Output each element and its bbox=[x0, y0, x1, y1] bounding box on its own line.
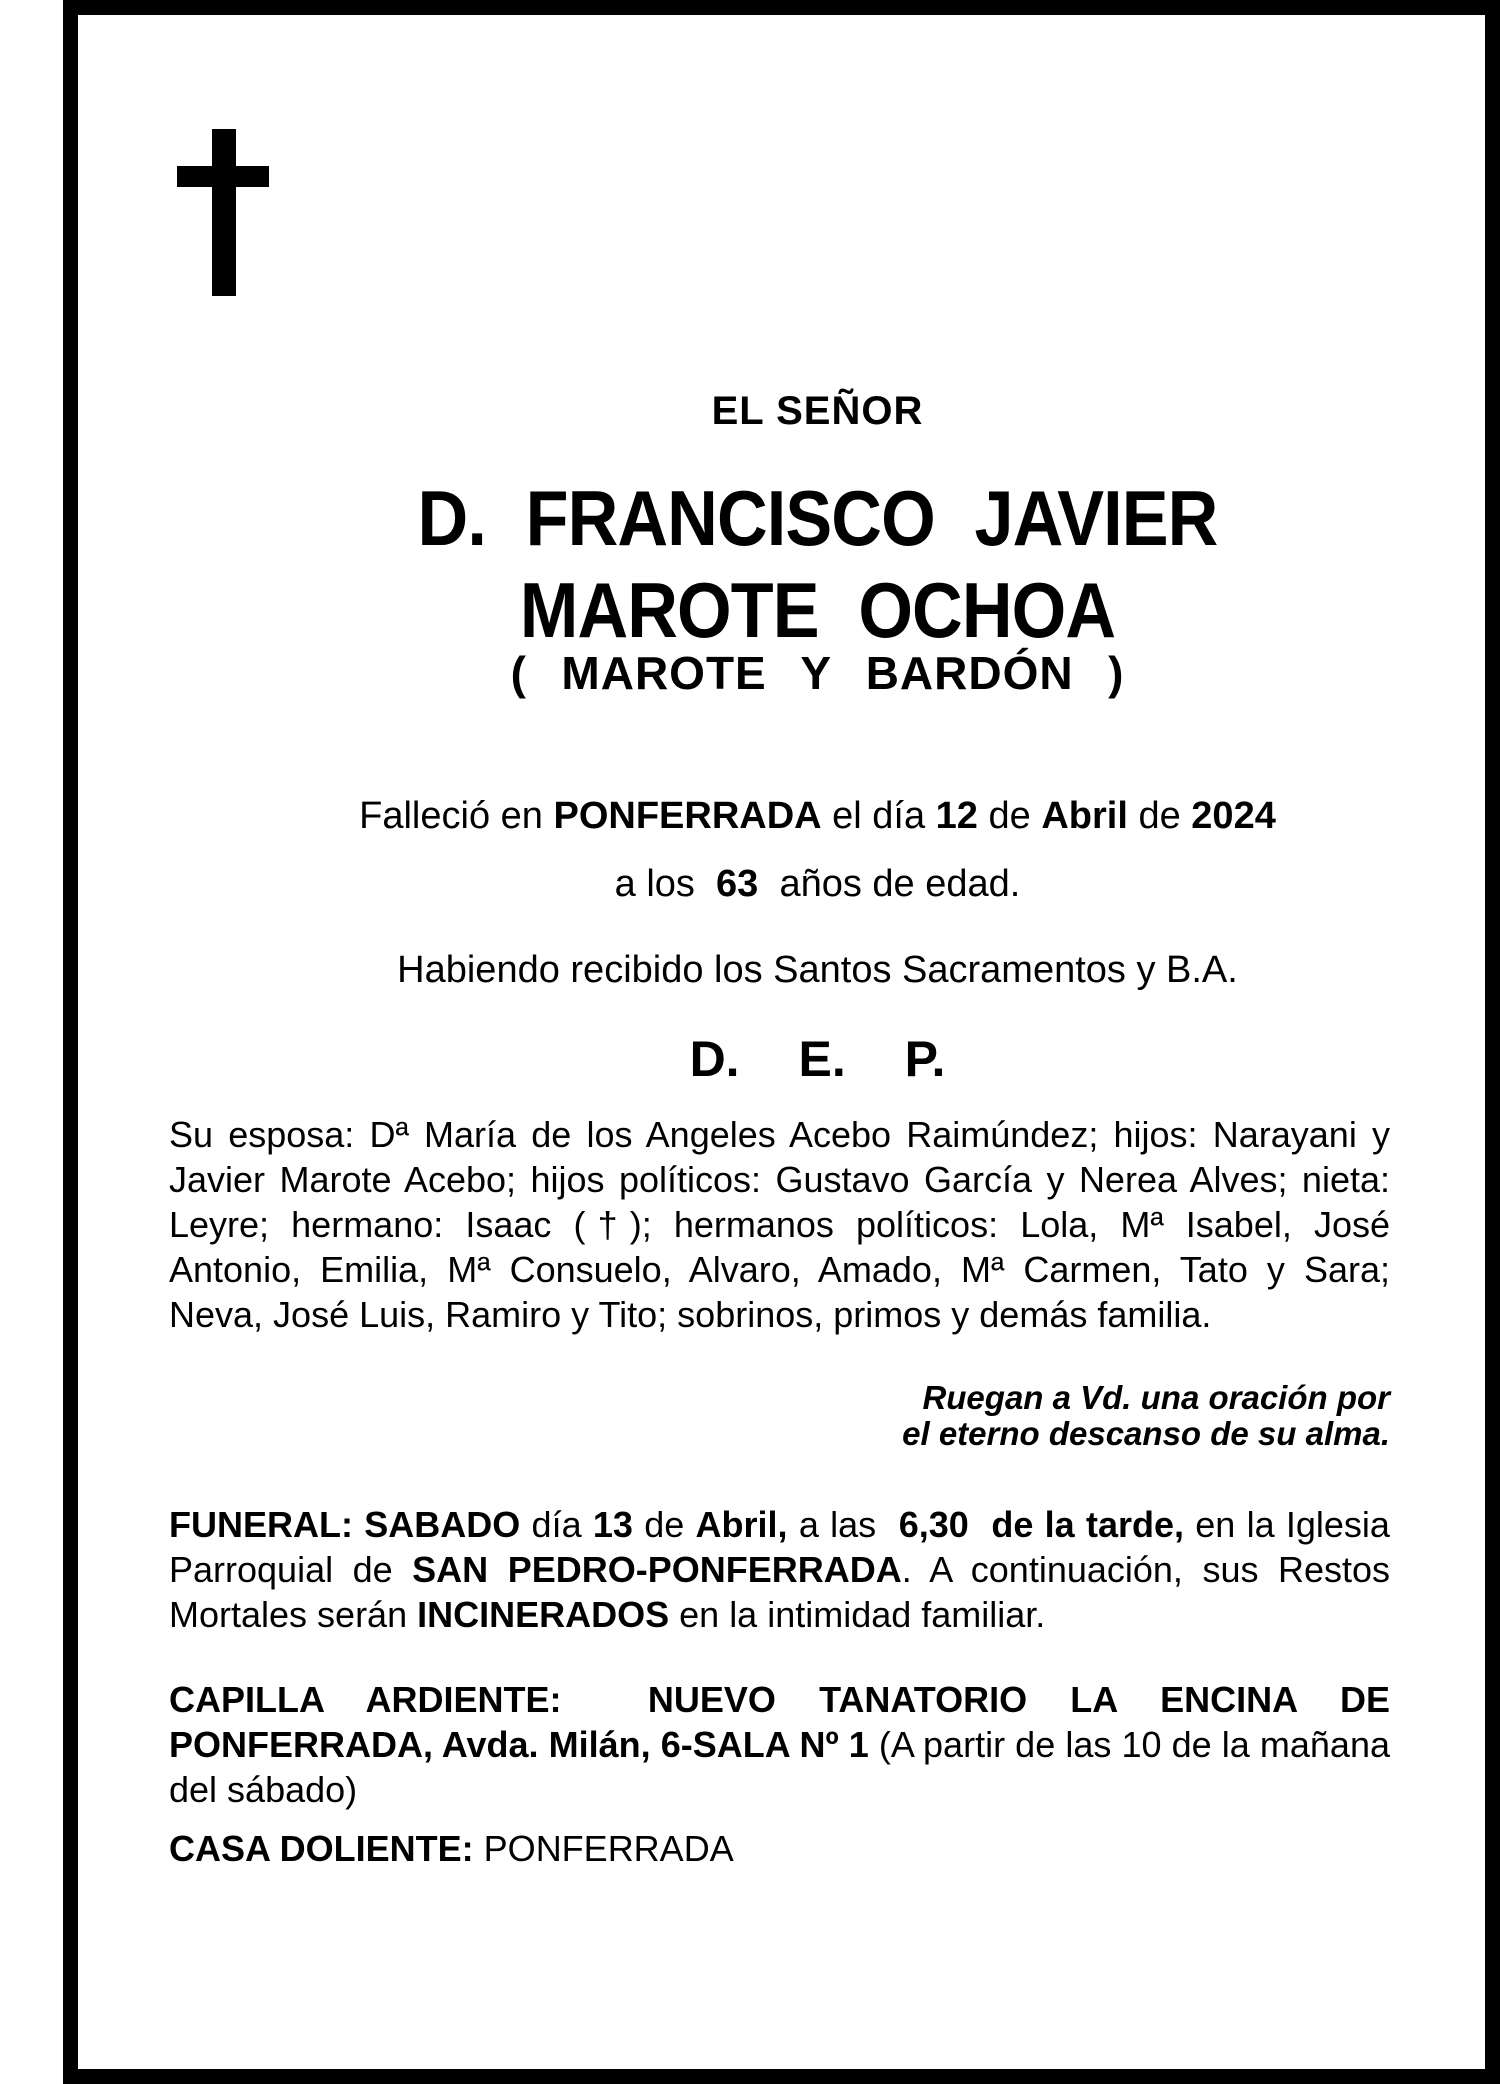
prayer-line1: Ruegan a Vd. una oración por bbox=[922, 1379, 1390, 1416]
cross-icon bbox=[177, 129, 269, 296]
funeral-details: FUNERAL: SABADO día 13 de Abril, a las 6,30 de la tarde, en la Iglesia Parroquial de SAN PEDRO-PONFERRADA. A continuación, sus Restos Mortales serán INCINERADOS en la intimidad familiar. bbox=[169, 1504, 1391, 1635]
family-surnames: ( MAROTE Y BARDÓN ) bbox=[510, 647, 1125, 699]
mourning-house-line: CASA DOLIENTE: PONFERRADA bbox=[169, 1828, 734, 1869]
wake-details: CAPILLA ARDIENTE: NUEVO TANATORIO LA ENCINA DE PONFERRADA, Avda. Milán, 6-SALA Nº 1 (A partir de las 10 de la mañana del sábado) bbox=[169, 1679, 1390, 1810]
deceased-name-line2: MAROTE OCHOA bbox=[519, 566, 1116, 654]
deceased-name bbox=[219, 472, 1417, 656]
cross-vertical-bar bbox=[212, 129, 236, 296]
age-line: a los 63 años de edad. bbox=[614, 863, 1021, 905]
cross-horizontal-bar bbox=[177, 166, 269, 187]
relatives-paragraph: Su esposa: Dª María de los Angeles Acebo Raimúndez; hijos: Narayani y Javier Marote Acebo; hijos políticos: Gustavo García y Nerea Alves; nieta: Leyre; hermano: Isaac (†); hermanos políticos: Lola, Mª Isabel, José Antonio, Emilia, Mª Consuelo, Alvaro, Amado, Mª Carmen, Tato y Sara; Neva, José Luis, Ramiro y Tito; sobrinos, primos y demás familia. bbox=[169, 1114, 1390, 1335]
sacraments-line: Habiendo recibido los Santos Sacramentos y B.A. bbox=[397, 949, 1238, 991]
death-info-line: Falleció en PONFERRADA el día 12 de Abril de 2024 bbox=[359, 795, 1276, 837]
deceased-name-line1: D. FRANCISCO JAVIER bbox=[417, 474, 1218, 562]
rip-abbreviation: D. E. P. bbox=[689, 1031, 946, 1087]
prayer-line2: el eterno descanso de su alma. bbox=[902, 1415, 1390, 1452]
courtesy-title: EL SEÑOR bbox=[711, 389, 924, 433]
prayer-request bbox=[169, 1380, 1390, 1452]
